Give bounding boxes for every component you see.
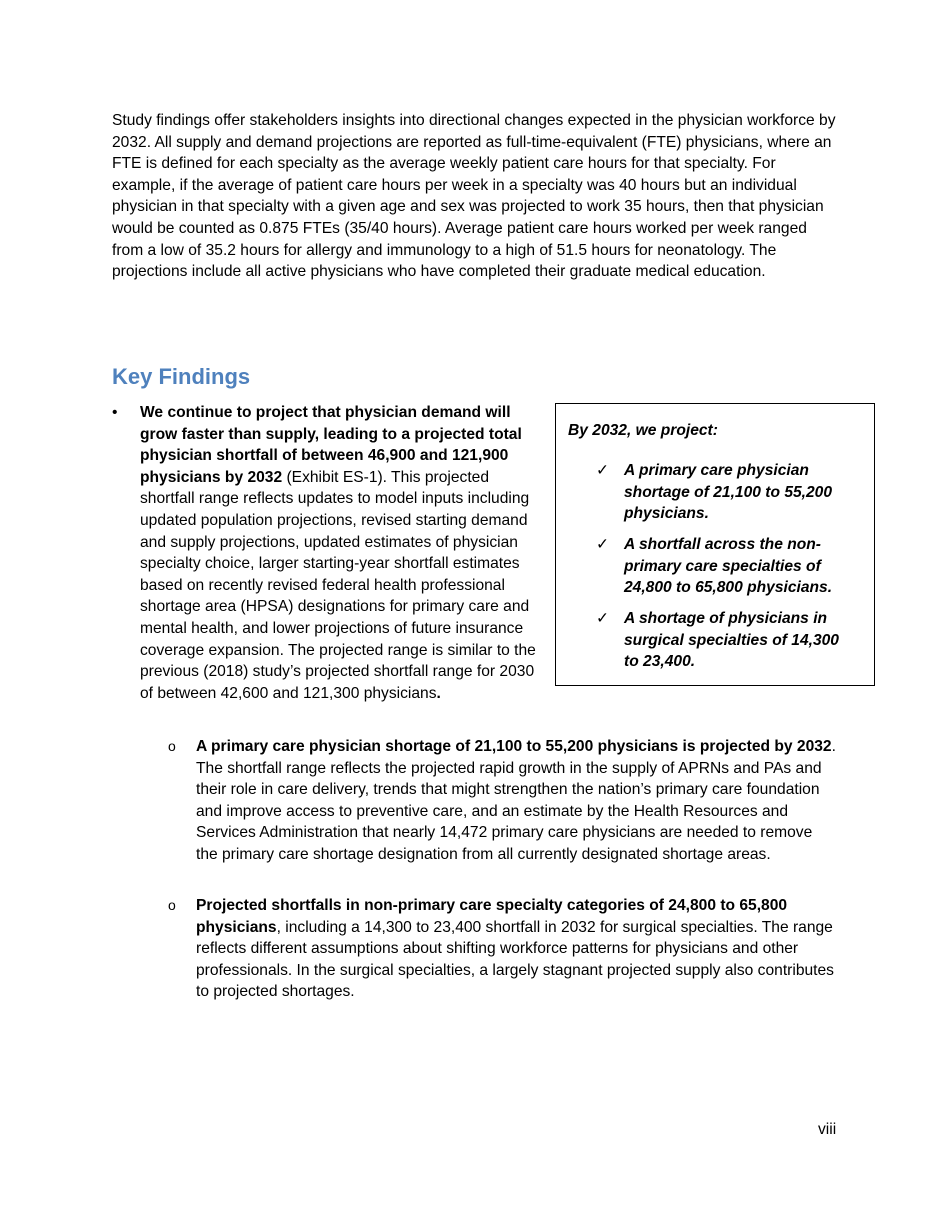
section-heading: Key Findings xyxy=(112,364,251,389)
callout-lead: By 2032, we project: xyxy=(568,422,718,439)
sub-bullet-bold: Projected shortfalls in non-primary care specialty categories of 24,800 to 65,800 physicians xyxy=(196,897,788,936)
intro-paragraph: Study findings offer stakeholders insights into directional changes expected in the physician workforce by 2032. All supply and demand projections are reported as full-time-equivalent (FTE) physicians, where an FTE is defined for each specialty as the average weekly patient care hours for that specialty. For example, if the average of patient care hours per week in a specialty was 40 hours but an individual physician in that specialty with a given age and sex was projected to work 35 hours, then that physician would be counted as 0.875 FTEs (35/40 hours). Average patient care hours worked per week ranged from a low of 35.2 hours for allergy and immunology to a high of 51.5 hours for neonatology. The projections include all active physicians who have completed their graduate medical education. xyxy=(112,112,836,281)
main-bullet-text xyxy=(140,402,540,704)
main-bullet-body: (Exhibit ES-1). This projected shortfall range reflects updates to model inputs including updated population projections, revised starting demand and supply projections, updated estimates of physician specialty choice, larger starting-year shortfall estimates based on recently revised federal health professional shortage area (HPSA) designations for primary care and mental health, and lower projections of future insurance coverage expansion. The projected range is similar to the previous (2018) study’s projected shortfall range for 2030 of between 42,600 and 121,300 physicians xyxy=(140,468,536,702)
sub-bullet-body: . The shortfall range reflects the projected rapid growth in the supply of APRNs and PAs and their role in care delivery, trends that might strengthen the nation’s primary care foundation and improve access to preventive care, and an estimate by the Health Resources and Services Administration that nearly 14,472 primary care physicians are needed to remove the primary care shortage designation from all currently designated shortage areas. xyxy=(196,738,836,863)
page-number: viii xyxy=(818,1121,837,1138)
sub-bullet-text xyxy=(196,895,836,1003)
sub-bullet-text xyxy=(196,736,836,866)
sub-bullet-body: , including a 14,300 to 23,400 shortfall in 2032 for surgical specialties. The range reflects different assumptions about shifting workforce patterns for physicians and other professionals. In the surgical specialties, a largely stagnant projected supply also contributes to projected shortages. xyxy=(196,918,834,1001)
sub-bullet-marker: o xyxy=(168,738,176,754)
callout-item-text: A primary care physician shortage of 21,100 to 55,200 physicians. xyxy=(624,462,833,523)
main-bullet-bold: We continue to project that physician demand will grow faster than supply, leading to a projected total physician shortfall of between 46,900 and 121,900 physicians by 2032 xyxy=(140,404,522,486)
checkmark-icon: ✓ xyxy=(596,610,610,627)
callout-item-text: A shortage of physicians in surgical specialties of 14,300 to 23,400. xyxy=(624,610,839,671)
bullet-marker: • xyxy=(112,404,118,421)
callout-item-text: A shortfall across the non-primary care specialties of 24,800 to 65,800 physicians. xyxy=(624,536,833,597)
callout-box xyxy=(555,403,875,686)
checkmark-icon: ✓ xyxy=(596,536,610,553)
main-bullet-end: . xyxy=(436,684,441,702)
sub-bullet-marker: o xyxy=(168,897,176,913)
checkmark-icon: ✓ xyxy=(596,462,610,479)
sub-bullet-bold: A primary care physician shortage of 21,100 to 55,200 physicians is projected by 2032 xyxy=(196,738,832,755)
